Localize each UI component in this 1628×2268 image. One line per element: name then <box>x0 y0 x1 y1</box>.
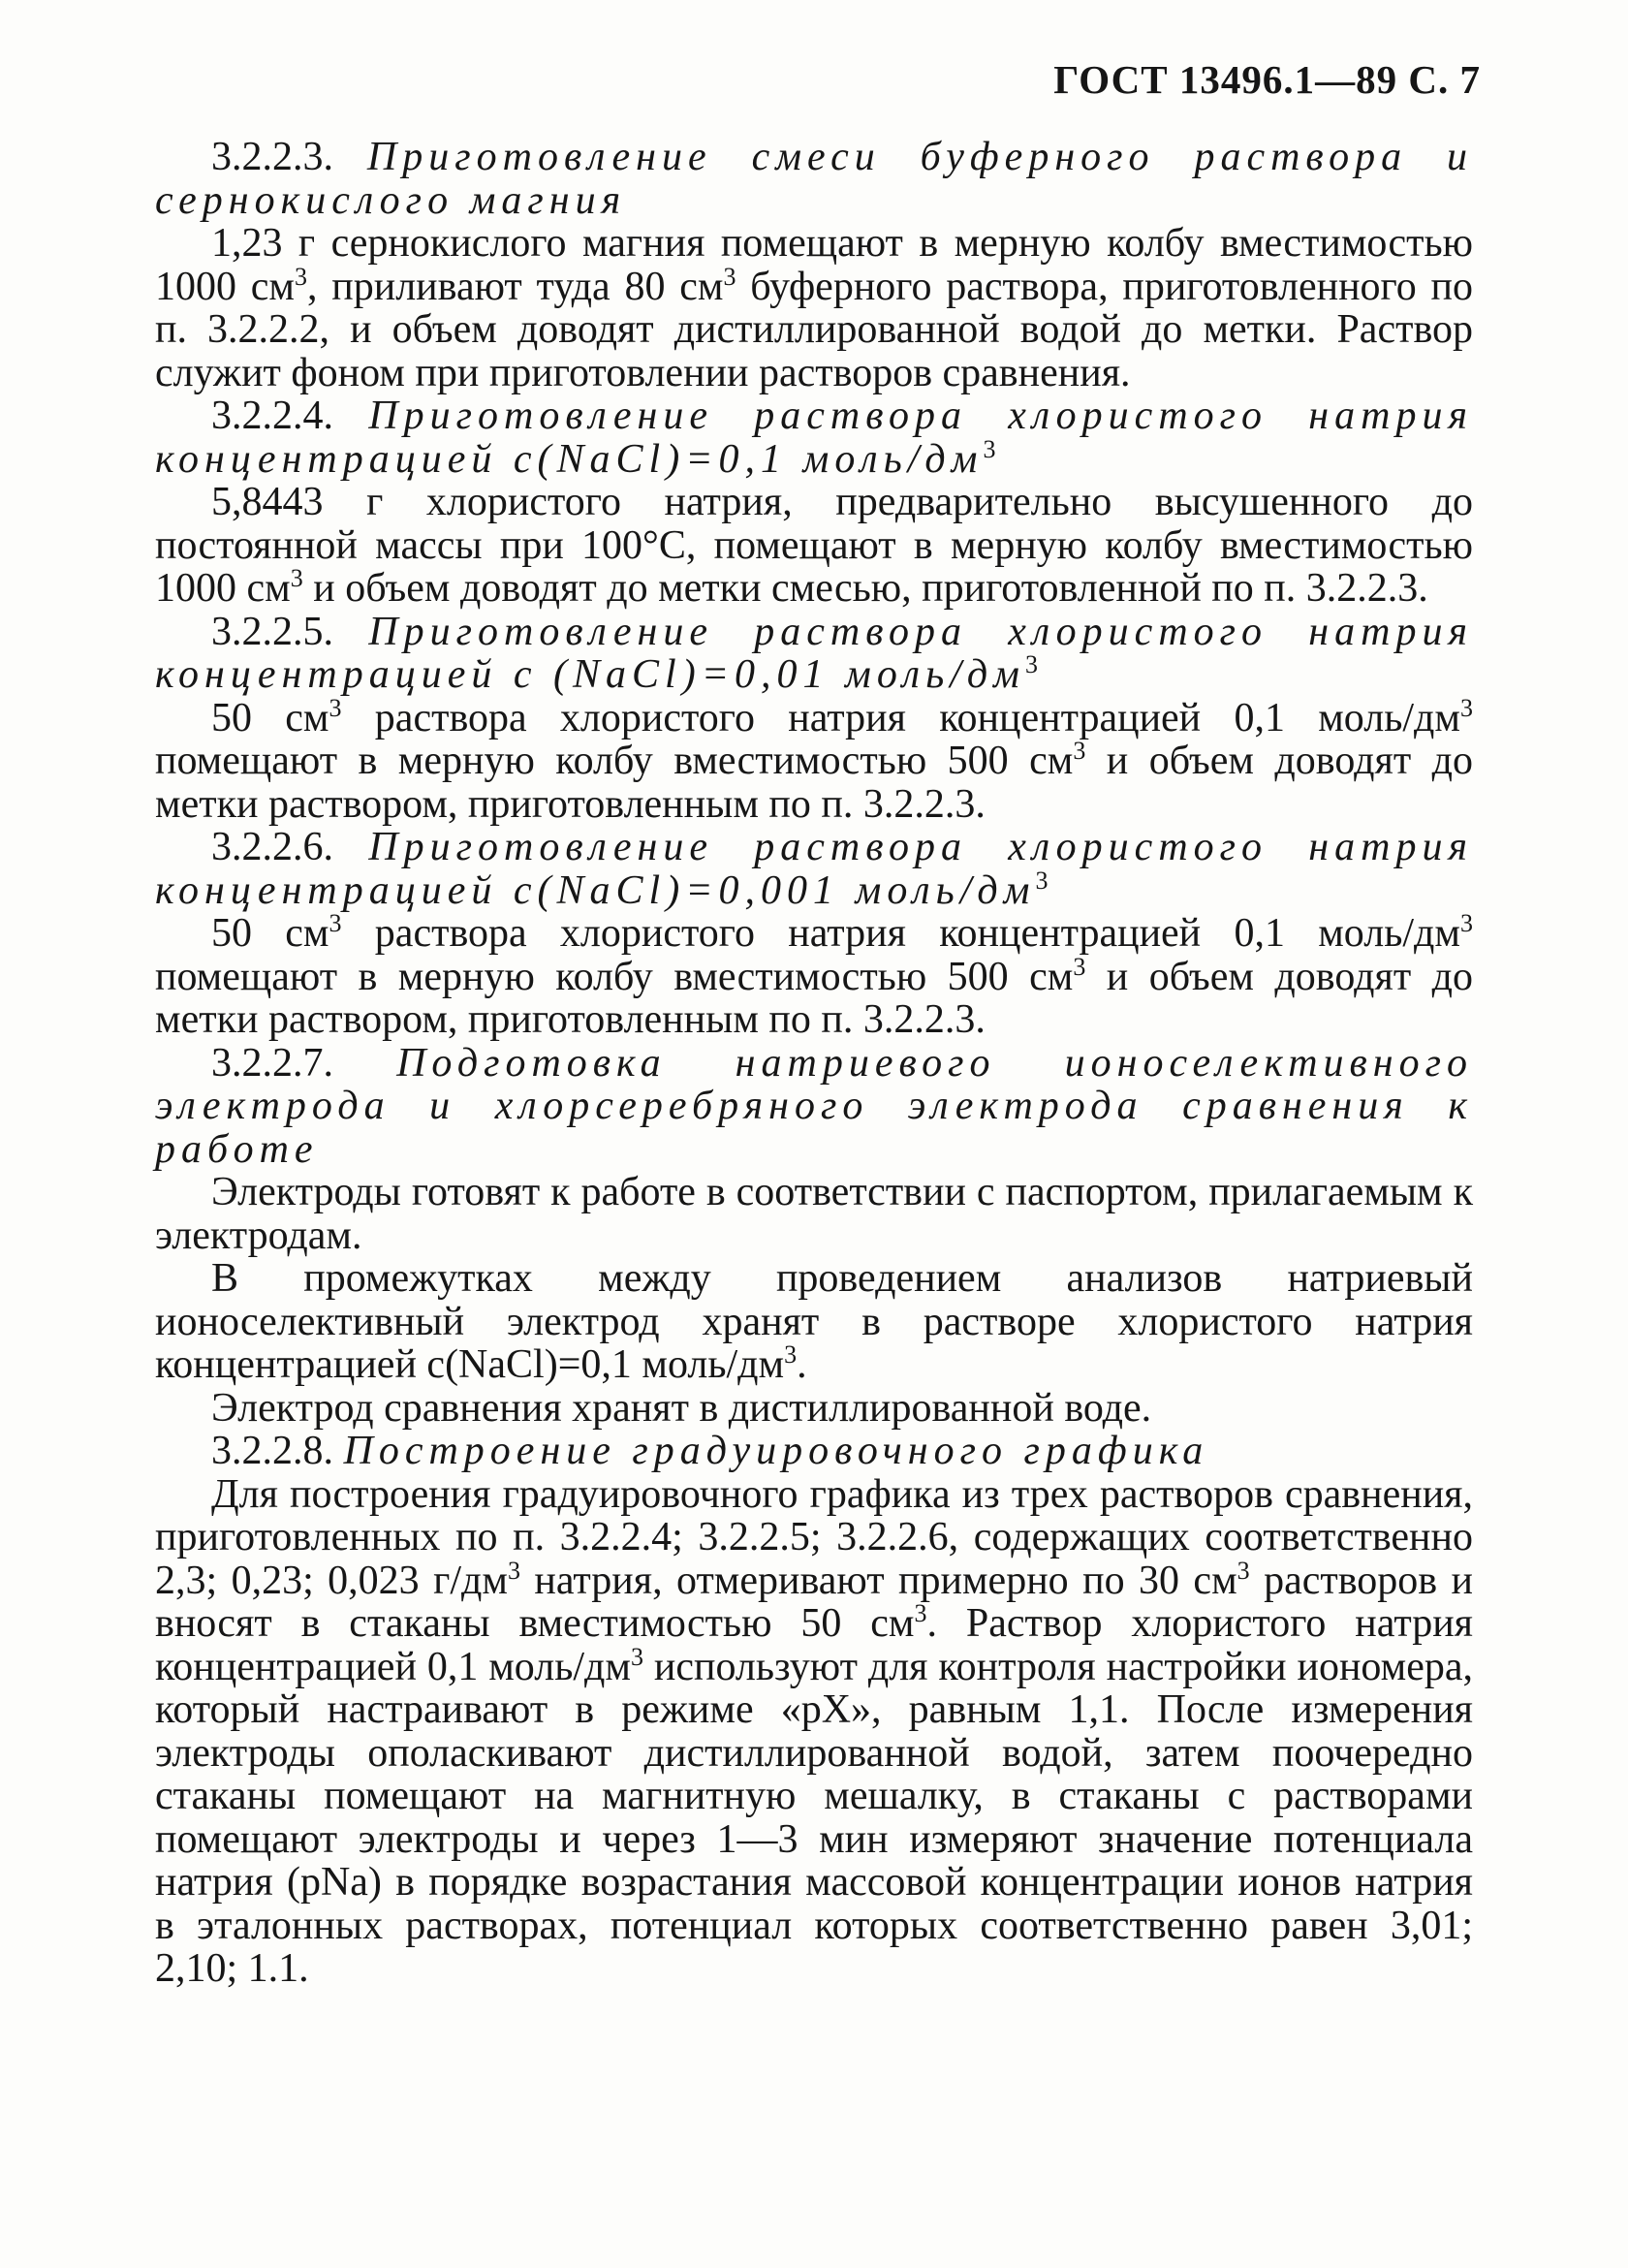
superscript: 3 <box>723 262 736 291</box>
paragraph <box>155 693 1473 827</box>
superscript: 3 <box>1024 650 1038 678</box>
paragraph-text: Для построения градуировочного графика из трех растворов сравнения, приготовленных по п. 3.2.2.4; 3.2.2.5; 3.2.2.6, содержащих соответственно 2,3; 0,23; 0,023 г/дм <box>155 1471 1473 1603</box>
superscript: 3 <box>1237 1556 1250 1585</box>
document-body <box>155 136 1473 1991</box>
paragraph-text: 1,23 г сернокислого магния помещают в мерную колбу вместимостью 1000 см <box>155 221 1473 309</box>
superscript: 3 <box>1073 952 1086 981</box>
superscript: 3 <box>630 1642 643 1671</box>
paragraph-text: используют для контроля настройки иономера, который настраивают в режиме «рХ», равным 1,1. После измерения электроды ополаскивают дистиллированной водой, затем поочередно стаканы помещают на магнитную мешалку, в стаканы с растворами помещают электроды и через 1—3 мин измеряют значение потенциала натрия (pNa) в порядке возрастания массовой концентрации ионов натрия в эталонных растворах, потенциал которых соответственно равен 3,01; 2,10; 1.1. <box>155 1644 1473 1991</box>
paragraph <box>155 222 1473 394</box>
paragraph-text: и объем доводят до метки раствором, приготовленным по п. 3.2.2.3. <box>155 954 1473 1042</box>
paragraph-text: помещают в мерную колбу вместимостью 500 см <box>155 739 1074 783</box>
section-title: Подготовка натриевого ионоселективного электрода и хлорсеребряного электрода сравнения к работе <box>155 1040 1474 1172</box>
superscript: 3 <box>914 1599 927 1627</box>
paragraph <box>155 1257 1473 1387</box>
section-number: 3.2.2.7. <box>211 1040 397 1086</box>
superscript: 3 <box>295 262 307 291</box>
superscript: 3 <box>983 434 996 463</box>
paragraph <box>155 1171 1473 1257</box>
paragraph-text: 5,8443 г хлористого натрия, предварительно высушенного до постоянной массы при 100°С, помещают в мерную колбу вместимостью 1000 см <box>155 480 1473 611</box>
section-title: Приготовление раствора хлористого натрия концентрацией c (NaCl)=0,01 моль/дм <box>155 609 1473 697</box>
superscript: 3 <box>329 909 342 937</box>
section-number: 3.2.2.5. <box>211 609 369 654</box>
section-heading <box>155 136 1473 222</box>
section-heading <box>155 826 1473 912</box>
section-heading <box>155 394 1473 481</box>
section-heading <box>155 1430 1473 1473</box>
superscript: 3 <box>329 693 342 722</box>
page-header: ГОСТ 13496.1—89 С. 7 <box>1053 57 1481 102</box>
superscript: 3 <box>507 1556 520 1585</box>
paragraph <box>155 1473 1473 1991</box>
superscript: 3 <box>1073 737 1086 765</box>
paragraph-text: Электроды готовят к работе в соответствии с паспортом, прилагаемым к электродам. <box>155 1170 1473 1258</box>
superscript: 3 <box>290 564 303 592</box>
superscript: 3 <box>784 1340 798 1369</box>
paragraph-text: . Раствор хлористого натрия концентрацией 0,1 моль/дм <box>155 1601 1473 1689</box>
paragraph-text: и объем доводят до метки раствором, приготовленным по п. 3.2.2.3. <box>155 739 1473 827</box>
paragraph-text: раствора хлористого натрия концентрацией 0,1 моль/дм <box>341 911 1460 956</box>
paragraph-text: , приливают туда 80 см <box>307 264 724 309</box>
paragraph-text: помещают в мерную колбу вместимостью 500 см <box>155 954 1074 999</box>
paragraph-text: и объем доводят до метки смесью, приготовленной по п. 3.2.2.3. <box>302 566 1428 611</box>
paragraph <box>155 909 1473 1042</box>
section-heading <box>155 611 1473 697</box>
paragraph <box>155 1387 1473 1431</box>
section-heading <box>155 1042 1473 1172</box>
paragraph-text: раствора хлористого натрия концентрацией 0,1 моль/дм <box>341 695 1460 740</box>
section-number: 3.2.2.8. <box>211 1429 344 1473</box>
paragraph-text: Электрод сравнения хранят в дистиллированной воде. <box>211 1385 1152 1431</box>
section-number: 3.2.2.4. <box>211 394 369 438</box>
section-title: Приготовление раствора хлористого натрия концентрацией c(NaCl)=0,001 моль/дм <box>155 825 1473 913</box>
section-title: Построение градуировочного графика <box>343 1429 1209 1473</box>
section-title: Приготовление смеси буферного раствора и сернокислого магния <box>155 135 1473 223</box>
paragraph-text: 50 см <box>211 695 329 740</box>
paragraph-text: буферного раствора, приготовленного по п. 3.2.2.2, и объем доводят дистиллированной водой до метки. Раствор служит фоном при приготовлении растворов сравнения. <box>155 264 1473 395</box>
section-number: 3.2.2.6. <box>211 825 369 869</box>
paragraph <box>155 481 1473 611</box>
section-number: 3.2.2.3. <box>211 135 367 179</box>
superscript: 3 <box>1459 693 1473 722</box>
superscript: 3 <box>1035 866 1049 895</box>
paragraph-text: 50 см <box>211 911 329 956</box>
paragraph-text: растворов и вносят в стаканы вместимостью 50 см <box>155 1558 1473 1646</box>
superscript: 3 <box>1459 909 1473 937</box>
paragraph-text: натрия, отмеривают примерно по 30 см <box>519 1558 1237 1603</box>
section-title: Приготовление раствора хлористого натрия концентрацией c(NaCl)=0,1 моль/дм <box>155 394 1473 482</box>
paragraph-text: В промежутках между проведением анализов натриевый ионоселективный электрод хранят в растворе хлористого натрия концентрацией с(NaCl)=0,1 моль/дм <box>155 1256 1473 1387</box>
paragraph-text: . <box>797 1342 807 1387</box>
